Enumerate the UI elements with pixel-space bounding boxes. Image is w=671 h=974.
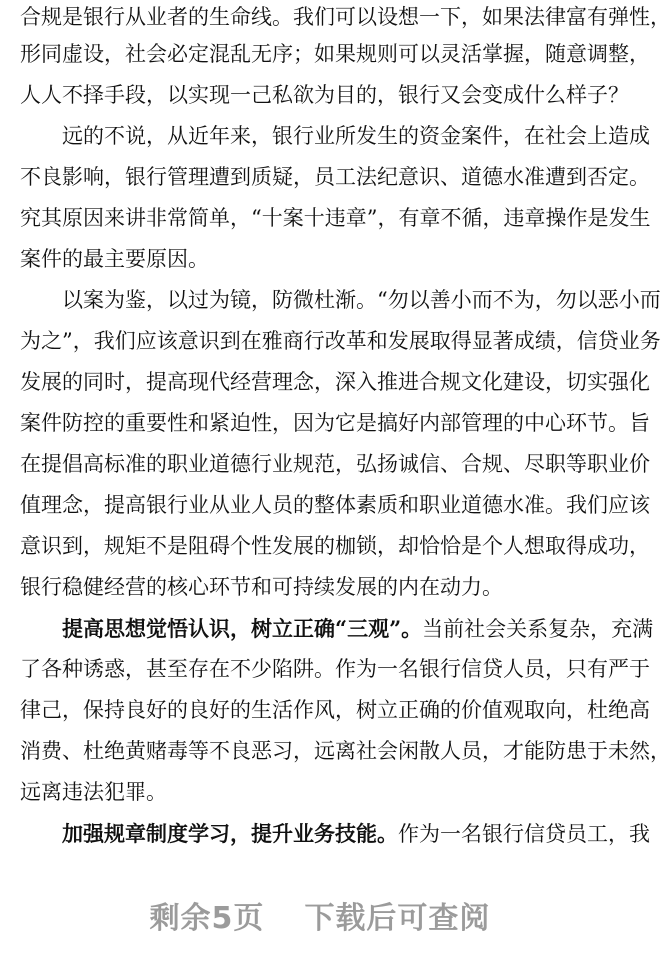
text-line: 以案为鉴，以过为镜，防微杜渐。“勿以善小而不为，勿以恶小而 (62, 288, 661, 312)
text-line: 不良影响，银行管理遭到质疑，员工法纪意识、道德水准遭到否定。 (20, 165, 650, 189)
text-line: 消费、杜绝黄赌毒等不良恶习，远离社会闲散人员，才能防患于未然， (20, 739, 671, 763)
text-line: 值理念，提高银行业从业人员的整体素质和职业道德水准。我们应该 (20, 493, 650, 517)
download-prompt-banner[interactable] (0, 880, 640, 950)
text-line: 作为一名银行信贷员工，我 (398, 822, 650, 846)
section-heading-inline: 加强规章制度学习，提升业务技能。 (62, 821, 398, 846)
text-line: 律己，保持良好的良好的生活作风，树立正确的价值观取向，杜绝高 (20, 698, 650, 722)
paragraph-start-line (20, 608, 654, 649)
text-line: 究其原因来讲非常简单，“十案十违章”，有章不循，违章操作是发生 (20, 206, 651, 230)
paragraph-start-line (20, 813, 650, 854)
text-line: 银行稳健经营的核心环节和可持续发展的内在动力。 (20, 575, 503, 599)
document-body (20, 0, 671, 854)
text-line: 合规是银行从业者的生命线。我们可以设想一下，如果法律富有弹性， (20, 5, 671, 29)
remaining-pages-label[interactable]: 剩余5页 (149, 901, 265, 936)
paragraph-start-line (20, 116, 650, 157)
text-line: 当前社会关系复杂，充满 (422, 617, 654, 641)
text-line: 远的不说，从近年来，银行业所发生的资金案件，在社会上造成 (62, 124, 650, 148)
text-line: 远离违法犯罪。 (20, 780, 167, 804)
text-line: 发展的同时，提高现代经营理念，深入推进合规文化建设，切实强化 (20, 370, 650, 394)
text-line: 为之”，我们应该意识到在雅商行改革和发展取得显著成绩，信贷业务 (20, 329, 661, 353)
paragraph-start-line (20, 280, 661, 321)
text-line: 在提倡高标准的职业道德行业规范，弘扬诚信、合规、尽职等职业价 (20, 452, 650, 476)
text-line: 意识到，规矩不是阻碍个性发展的枷锁，却恰恰是个人想取得成功， (20, 534, 650, 558)
text-line: 了各种诱惑，甚至存在不少陷阱。作为一名银行信贷人员，只有严于 (20, 657, 650, 681)
section-heading-inline: 提高思想觉悟认识，树立正确“三观”。 (62, 616, 423, 641)
text-line: 形同虚设，社会必定混乱无序；如果规则可以灵活掌握，随意调整， (20, 42, 650, 66)
text-line: 人人不择手段，以实现一己私欲为目的，银行又会变成什么样子？ (20, 83, 629, 107)
download-to-view-label[interactable]: 下载后可查阅 (304, 901, 491, 936)
text-line: 案件防控的重要性和紧迫性，因为它是搞好内部管理的中心环节。旨 (20, 411, 650, 435)
text-line: 案件的最主要原因。 (20, 247, 209, 271)
